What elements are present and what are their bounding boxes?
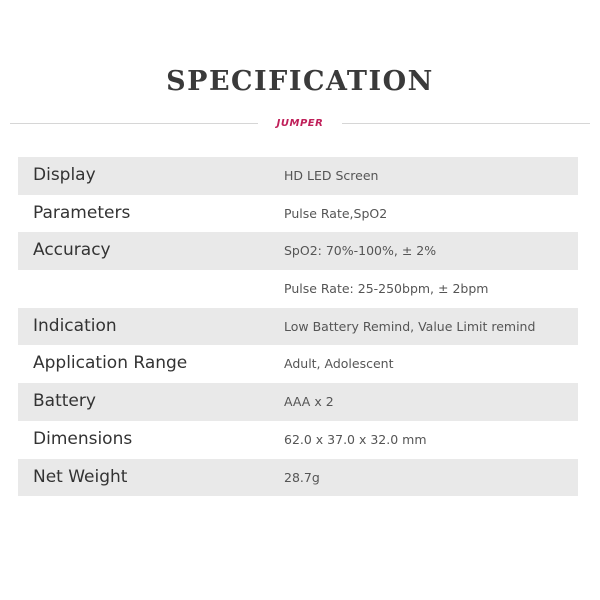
spec-row-dimensions bbox=[18, 421, 578, 459]
spec-label: Application Range bbox=[33, 353, 188, 374]
spec-label: Dimensions bbox=[33, 428, 133, 449]
spec-value: AAA x 2 bbox=[284, 394, 334, 410]
spec-value: Low Battery Remind, Value Limit remind bbox=[284, 318, 536, 334]
spec-label: Indication bbox=[33, 315, 117, 336]
divider-line-left bbox=[10, 123, 258, 124]
spec-row-display bbox=[18, 157, 578, 195]
brand-divider bbox=[10, 116, 590, 132]
spec-row-indication bbox=[18, 308, 578, 346]
spec-value: Pulse Rate: 25-250bpm, ± 2bpm bbox=[284, 281, 489, 297]
spec-table bbox=[18, 157, 578, 496]
spec-label: Display bbox=[33, 165, 96, 185]
spec-row-application-range bbox=[18, 345, 578, 383]
spec-value: HD LED Screen bbox=[284, 168, 379, 183]
spec-row-battery bbox=[18, 383, 578, 421]
spec-value: Adult, Adolescent bbox=[284, 356, 394, 372]
spec-value: SpO2: 70%-100%, ± 2% bbox=[284, 243, 437, 259]
brand-logo: JUMPER bbox=[276, 118, 324, 129]
spec-label: Parameters bbox=[33, 202, 131, 223]
spec-row-accuracy bbox=[18, 232, 578, 270]
spec-value: Pulse Rate,SpO2 bbox=[284, 205, 388, 221]
spec-label: Battery bbox=[33, 391, 96, 412]
spec-label: Accuracy bbox=[33, 240, 111, 261]
spec-value: 28.7g bbox=[284, 469, 320, 485]
spec-label: Net Weight bbox=[33, 466, 128, 487]
spec-row-net-weight bbox=[18, 459, 578, 497]
spec-row-accuracy-pulse bbox=[18, 270, 578, 308]
spec-value: 62.0 x 37.0 x 32.0 mm bbox=[284, 431, 427, 447]
spec-row-parameters bbox=[18, 195, 578, 233]
page-title: SPECIFICATION bbox=[166, 66, 434, 97]
divider-line-right bbox=[342, 123, 590, 124]
